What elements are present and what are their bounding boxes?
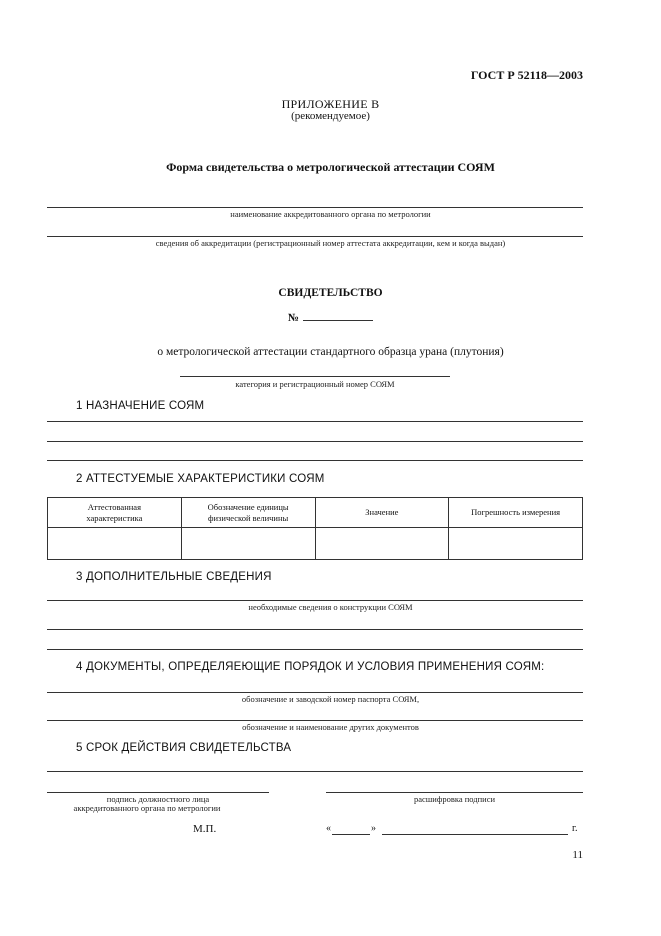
accreditation-body-caption: наименование аккредитованного органа по метрологии (230, 209, 431, 219)
certificate-number-blank (303, 310, 373, 321)
date-day-line (332, 834, 370, 835)
date-quote-close: » (371, 823, 376, 834)
stamp-label: М.П. (193, 823, 217, 835)
header-line: Обозначение единицы (207, 501, 289, 512)
header-line: физической величины (208, 512, 289, 523)
date-month-line (382, 834, 568, 835)
section-3-line-3 (47, 649, 583, 650)
section-3-line-1 (47, 600, 583, 601)
accreditation-info-caption: сведения об аккредитации (регистрационный номер аттестата аккредитации, кем и когда выдан) (155, 238, 506, 248)
section-4-title: 4 ДОКУМЕНТЫ, ОПРЕДЕЛЯЕЮЩИЕ ПОРЯДОК И УСЛОВИЯ ПРИМЕНЕНИЯ СОЯМ: (76, 661, 545, 673)
table-header-cell (48, 498, 182, 528)
table-header-row (48, 498, 583, 528)
section-3-line-2 (47, 629, 583, 630)
table-cell[interactable] (449, 528, 583, 560)
signature-decode-line (326, 792, 583, 793)
section-5-line (47, 771, 583, 772)
signature-decode-caption: расшифровка подписи (413, 794, 496, 804)
certificate-number (0, 310, 661, 324)
header-line: Аттестованная (87, 501, 141, 512)
document-id: ГОСТ Р 52118—2003 (470, 68, 583, 82)
accreditation-info-line (47, 236, 583, 237)
section-3-caption: необходимые сведения о конструкции СОЯМ (248, 602, 413, 612)
signature-caption-1: подпись должностного лица (106, 794, 210, 804)
section-1-line-3 (47, 460, 583, 461)
header-line: характеристика (86, 512, 143, 523)
signature-caption-2: аккредитованного органа по метрологии (73, 803, 221, 813)
date-year-suffix: г. (572, 823, 578, 834)
certificate-about: о метрологической аттестации стандартного образца урана (плутония) (157, 346, 504, 358)
signature-line (47, 792, 269, 793)
section-3-title: 3 ДОПОЛНИТЕЛЬНЫЕ СВЕДЕНИЯ (76, 571, 272, 583)
category-caption: категория и регистрационный номер СОЯМ (235, 379, 395, 389)
table-header-cell (315, 498, 449, 528)
table-header-cell (449, 498, 583, 528)
section-4-line-1 (47, 692, 583, 693)
section-1-line-2 (47, 441, 583, 442)
table-cell[interactable] (315, 528, 449, 560)
section-4-line-2 (47, 720, 583, 721)
appendix-subtitle: (рекомендуемое) (291, 110, 370, 122)
header-line: Значение (365, 507, 399, 517)
header-line: Погрешность измерения (471, 507, 561, 517)
category-line (180, 376, 450, 377)
section-2-title: 2 АТТЕСТУЕМЫЕ ХАРАКТЕРИСТИКИ СОЯМ (76, 473, 325, 485)
table-cell[interactable] (48, 528, 182, 560)
table-row (48, 528, 583, 560)
certificate-number-label: № (287, 312, 300, 324)
section-4-caption-1: обозначение и заводской номер паспорта СОЯМ, (241, 694, 420, 704)
section-4-caption-2: обозначение и наименование других документов (242, 722, 419, 732)
date-quote-open: « (326, 823, 331, 834)
certificate-title: СВИДЕТЕЛЬСТВО (278, 287, 383, 299)
table-cell[interactable] (181, 528, 315, 560)
form-title: Форма свидетельства о метрологической аттестации СОЯМ (166, 160, 495, 174)
section-1-line-1 (47, 421, 583, 422)
table-header-cell (181, 498, 315, 528)
accreditation-body-line (47, 207, 583, 208)
section-5-title: 5 СРОК ДЕЙСТВИЯ СВИДЕТЕЛЬСТВА (76, 742, 292, 754)
characteristics-table (47, 497, 583, 560)
appendix-title: ПРИЛОЖЕНИЕ В (281, 97, 380, 111)
section-1-title: 1 НАЗНАЧЕНИЕ СОЯМ (76, 400, 205, 412)
page-number: 11 (572, 849, 583, 861)
